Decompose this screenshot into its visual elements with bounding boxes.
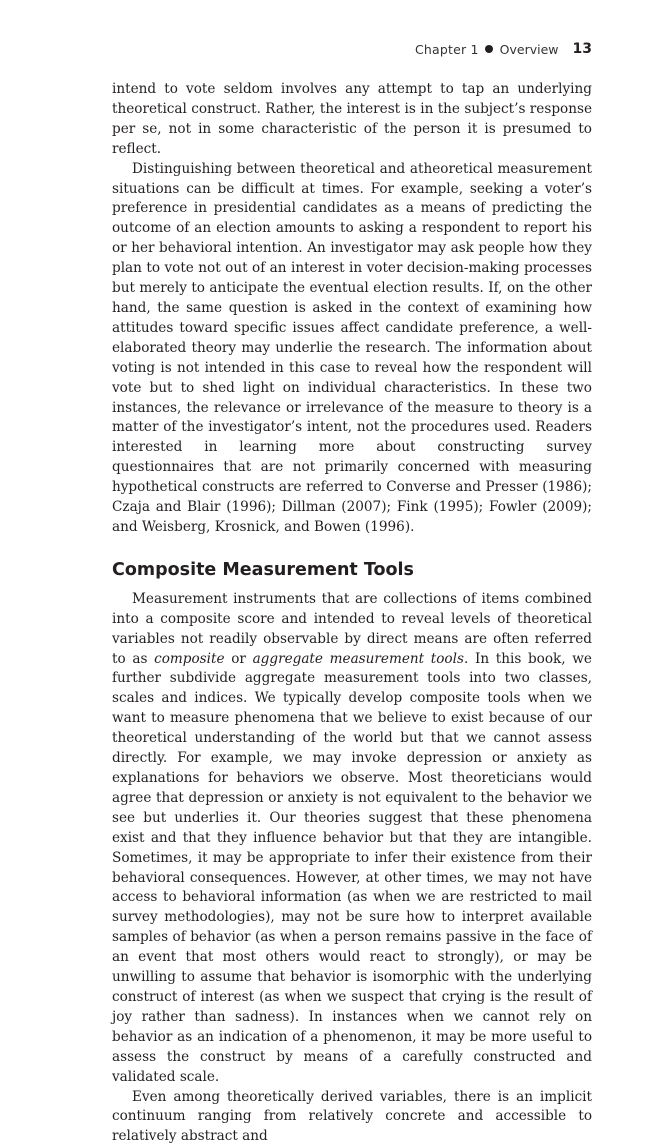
body-text xyxy=(112,80,592,1147)
term-aggregate-measurement-tools: aggregate measurement tools xyxy=(253,651,464,667)
term-composite: composite xyxy=(154,651,224,667)
paragraph-continuum: Even among theoretically derived variables, there is an implicit continuum ranging from relatively concrete and accessible to relatively abstract and xyxy=(112,1088,592,1147)
section-heading: Composite Measurement Tools xyxy=(112,559,592,581)
bullet-icon xyxy=(485,45,493,53)
paragraph-text-segment: or xyxy=(225,651,253,667)
running-head-section: Overview xyxy=(500,42,559,57)
running-head-chapter: Chapter 1 xyxy=(415,42,479,57)
running-head xyxy=(415,41,592,57)
paragraph-theoretical-vs-atheoretical: Distinguishing between theoretical and atheoretical measurement situations can be difficult at times. For example, seeking a voter’s preference in presidential candidates as a means of predicting the outcome of an election amounts to asking a respondent to report his or her behavioral intention. An investigator may ask people how they plan to vote not out of an interest in voter decision-making processes but merely to anticipate the eventual election results. If, on the other hand, the same question is asked in the context of examining how attitudes toward specific issues affect candidate preference, a well-elaborated theory may underlie the research. The information about voting is not intended in this case to reveal how the respondent will vote but to shed light on individual characteristics. In these two instances, the relevance or irrelevance of the measure to theory is a matter of the investigator’s intent, not the procedures used. Readers interested in learning more about constructing survey questionnaires that are not primarily concerned with measuring hypothetical constructs are referred to Converse and Presser (1986); Czaja and Blair (1996); Dillman (2007); Fink (1995); Fowler (2009); and Weisberg, Krosnick, and Bowen (1996). xyxy=(112,160,592,538)
paragraph-composite-tools xyxy=(112,590,592,1088)
paragraph-text-segment: Measurement instruments that are collections of items combined into a composite score and intended to reveal levels of theoretical variables not readily observable by direct means are often referred to as xyxy=(112,591,592,667)
paragraph-text-segment: . In this book, we further subdivide aggregate measurement tools into two classes, scales and indices. We typically develop composite tools when we want to measure phenomena that we believe to exist because of our theoretical understanding of the world but that we cannot assess directly. For example, we may invoke depression or anxiety as explanations for behaviors we observe. Most theoreticians would agree that depression or anxiety is not equivalent to the behavior we see but underlies it. Our theories suggest that these phenomena exist and that they influence behavior but that they are intangible. Sometimes, it may be appropriate to infer their existence from their behavioral consequences. However, at other times, we may not have access to behavioral information (as when we are restricted to mail survey methodologies), may not be sure how to interpret available samples of behavior (as when a person remains passive in the face of an event that most others would react to strongly), or may be unwilling to assume that behavior is isomorphic with the underlying construct of interest (as when we suspect that crying is the result of joy rather than sadness). In instances when we cannot rely on behavior as an indication of a phenomenon, it may be more useful to assess the construct by means of a carefully constructed and validated scale. xyxy=(112,651,592,1085)
paragraph-continued: intend to vote seldom involves any attempt to tap an underlying theoretical construct. Rather, the interest is in the subject’s response per se, not in some characteristic of the person it is presumed to reflect. xyxy=(112,80,592,160)
page-number: 13 xyxy=(573,41,592,57)
